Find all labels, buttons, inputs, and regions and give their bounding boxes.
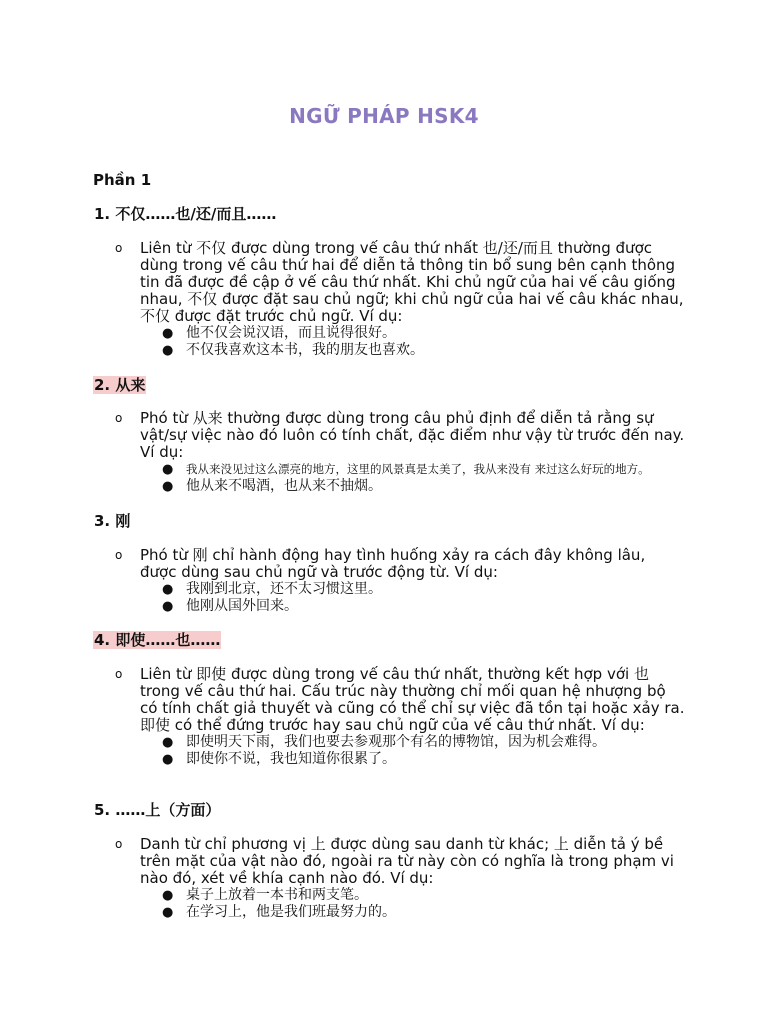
bullet-dot-icon: ● — [162, 582, 174, 597]
bullet-dot-icon: ● — [162, 479, 174, 494]
example-text: 即使明天下雨，我们也要去参观那个有名的博物馆，因为机会难得。 — [186, 734, 606, 750]
section-body-3 — [115, 547, 685, 615]
section-paragraph: Liên từ 不仅 được dùng trong vế câu thứ nhất 也/还/而且 thường được dùng trong vế câu thứ hai để diễn tả thông tin bổ sung bên cạnh thông tin đã được đề cập ở vế câu thứ nhất. Khi chủ ngữ của hai vế câu giống nhau, 不仅 được đặt sau chủ ngữ; khi chủ ngữ của hai vế câu khác nhau, 不仅 được đặt trước chủ ngữ. Ví dụ: — [140, 239, 684, 325]
example-text: 桌子上放着一本书和两支笔。 — [186, 887, 368, 903]
bullet-dot-icon: ● — [162, 735, 174, 750]
section-paragraph: Liên từ 即使 được dùng trong vế câu thứ nhất, thường kết hợp với 也 trong vế câu thứ hai. Cấu trúc này thường chỉ mối quan hệ nhượng bộ có tính chất giả thuyết và cũng có thể chỉ sự việc đã tồn tại hoặc xảy ra. 即使 có thể đứng trước hay sau chủ ngữ của vế câu thứ nhất. Ví dụ: — [140, 665, 685, 734]
list-item — [162, 325, 685, 342]
example-text: 我从来没见过这么漂亮的地方，这里的风景真是太美了，我从来没有 来过这么好玩的地方。 — [186, 462, 650, 476]
section-heading-1: 1. 不仅……也/还/而且…… — [94, 205, 277, 223]
example-list — [162, 325, 685, 359]
section-body-5 — [115, 836, 685, 921]
bullet-dot-icon: ● — [162, 326, 174, 341]
bullet-dot-icon: ● — [162, 462, 174, 477]
hollow-bullet-icon: o — [115, 667, 123, 681]
example-text: 我刚到北京，还不太习惯这里。 — [186, 581, 382, 597]
hollow-bullet-icon: o — [115, 241, 123, 255]
list-item — [162, 478, 685, 495]
list-item — [162, 342, 685, 359]
section-heading-3: 3. 刚 — [94, 512, 131, 530]
list-item — [162, 598, 685, 615]
bullet-dot-icon: ● — [162, 752, 174, 767]
hollow-bullet-icon: o — [115, 411, 123, 425]
example-text: 不仅我喜欢这本书，我的朋友也喜欢。 — [186, 342, 424, 358]
section-body-1 — [115, 240, 685, 359]
list-item — [162, 751, 685, 768]
example-text: 在学习上，他是我们班最努力的。 — [186, 904, 396, 920]
list-item — [162, 461, 685, 478]
bullet-dot-icon: ● — [162, 343, 174, 358]
bullet-dot-icon: ● — [162, 599, 174, 614]
example-text: 即使你不说，我也知道你很累了。 — [186, 751, 396, 767]
example-list — [162, 734, 685, 768]
example-text: 他不仅会说汉语，而且说得很好。 — [186, 325, 396, 341]
section-body-2 — [115, 410, 685, 495]
section-paragraph: Phó từ 刚 chỉ hành động hay tình huống xảy ra cách đây không lâu, được dùng sau chủ ngữ và trước động từ. Ví dụ: — [140, 546, 646, 581]
section-heading-5: 5. ……上（方面） — [94, 801, 221, 819]
page-title: NGỮ PHÁP HSK4 — [289, 104, 479, 128]
bullet-dot-icon: ● — [162, 905, 174, 920]
hollow-bullet-icon: o — [115, 837, 123, 851]
section-heading-2: 2. 从来 — [94, 376, 146, 394]
example-text: 他刚从国外回来。 — [186, 598, 298, 614]
list-item — [162, 887, 685, 904]
bullet-dot-icon: ● — [162, 888, 174, 903]
example-text: 他从来不喝酒，也从来不抽烟。 — [186, 478, 382, 494]
section-paragraph: Phó từ 从来 thường được dùng trong câu phủ định để diễn tả rằng sự vật/sự việc nào đó luôn có tính chất, đặc điểm như vậy từ trước đến nay. Ví dụ: — [140, 409, 685, 461]
example-list — [162, 461, 685, 495]
section-body-4 — [115, 666, 685, 768]
section-paragraph: Danh từ chỉ phương vị 上 được dùng sau danh từ khác; 上 diễn tả ý bề trên mặt của vật nào đó, ngoài ra từ này còn có nghĩa là trong phạm vi nào đó, xét về khía cạnh nào đó. Ví dụ: — [140, 835, 674, 887]
example-list — [162, 581, 685, 615]
list-item — [162, 904, 685, 921]
part-label: Phần 1 — [93, 171, 152, 189]
section-heading-4: 4. 即使……也…… — [94, 631, 221, 649]
example-list — [162, 887, 685, 921]
list-item — [162, 581, 685, 598]
list-item — [162, 734, 685, 751]
hollow-bullet-icon: o — [115, 548, 123, 562]
